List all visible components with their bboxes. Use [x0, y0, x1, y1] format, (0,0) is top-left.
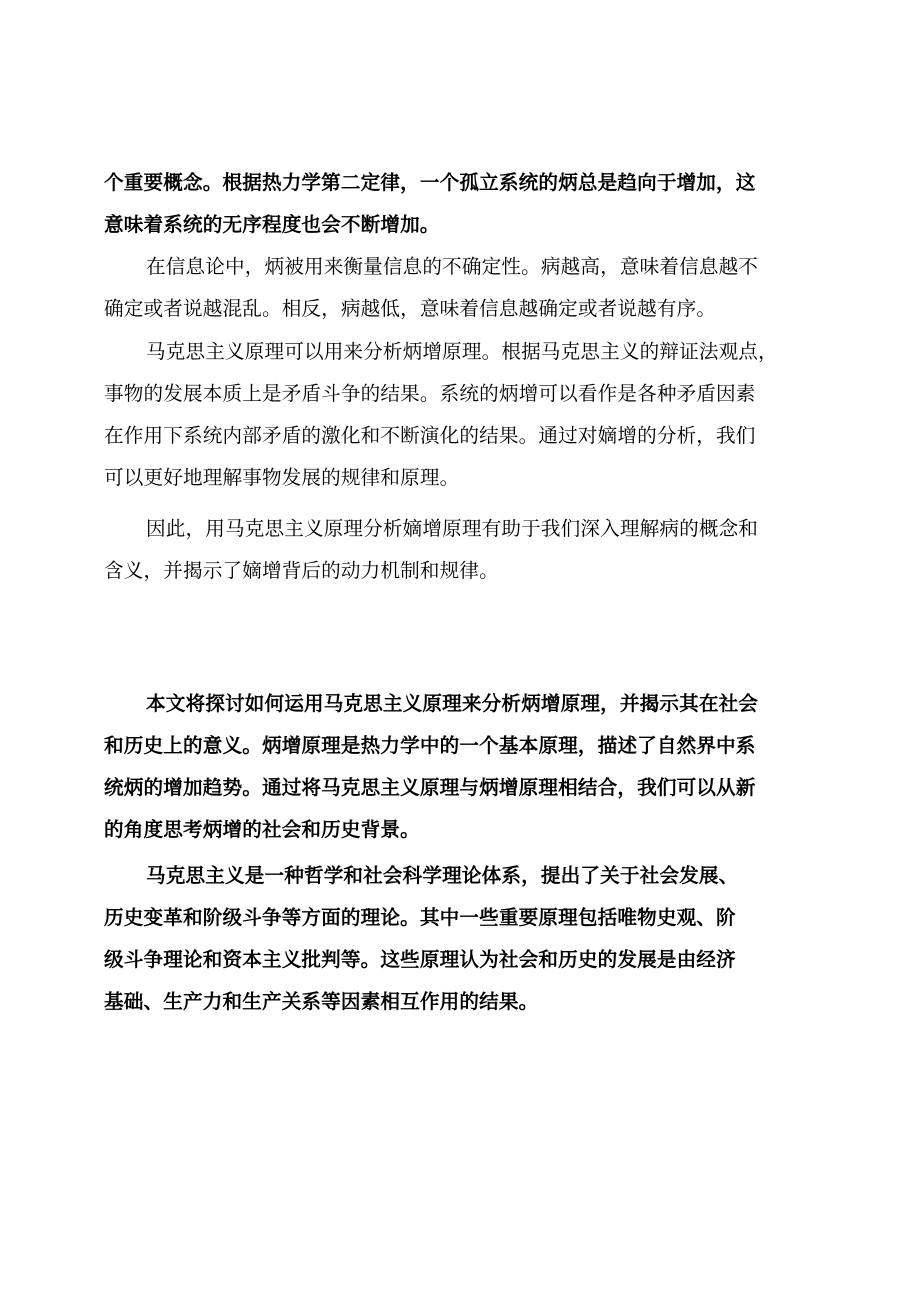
text-line: 马克思主义原理可以用来分析炳增原理。根据马克思主义的辩证法观点，: [146, 340, 778, 363]
text-line: 意味着系统的无序程度也会不断增加。: [104, 213, 440, 236]
text-line: 个重要概念。根据热力学第二定律，一个孤立系统的炳总是趋向于增加，这: [104, 171, 756, 194]
paragraph-marxism-definition: [104, 855, 822, 1023]
text-line: 和历史上的意义。炳增原理是热力学中的一个基本原理，描述了自然界中系: [104, 734, 756, 757]
text-line: 因此，用马克思主义原理分析嫡增原理有助于我们深入理解病的概念和: [146, 517, 759, 540]
text-line: 级斗争理论和资本主义批判等。这些原理认为社会和历史的发展是由经济: [104, 948, 736, 971]
text-line: 历史变革和阶级斗争等方面的理论。其中一些重要原理包括唯物史观、阶: [104, 906, 736, 929]
text-line: 含义，并揭示了嫡增背后的动力机制和规律。: [104, 559, 499, 582]
paragraph-article-purpose: [104, 683, 822, 851]
text-line: 的角度思考炳增的社会和历史背景。: [104, 818, 420, 841]
intro-paragraph: [104, 162, 822, 246]
text-line: 在作用下系统内部矛盾的激化和不断演化的结果。通过对嫡增的分析，我们: [104, 424, 756, 447]
text-line: 确定或者说越混乱。相反，病越低，意味着信息越确定或者说越有序。: [104, 297, 717, 320]
text-line: 统炳的增加趋势。通过将马克思主义原理与炳增原理相结合，我们可以从新: [104, 776, 756, 799]
paragraph-entropy-information: [104, 246, 822, 330]
text-line: 基础、生产力和生产关系等因素相互作用的结果。: [104, 990, 539, 1013]
text-line: 在信息论中，炳被用来衡量信息的不确定性。病越高，意味着信息越不: [146, 255, 759, 278]
text-line: 可以更好地理解事物发展的规律和原理。: [104, 466, 460, 489]
text-line: 事物的发展本质上是矛盾斗争的结果。系统的炳增可以看作是各种矛盾因素: [104, 382, 756, 405]
text-line: 马克思主义是一种哲学和社会科学理论体系，提出了关于社会发展、: [146, 864, 739, 887]
text-line: 本文将探讨如何运用马克思主义原理来分析炳增原理，并揭示其在社会: [146, 692, 759, 715]
paragraph-conclusion: [104, 508, 822, 592]
paragraph-marxism-entropy: [104, 331, 822, 499]
